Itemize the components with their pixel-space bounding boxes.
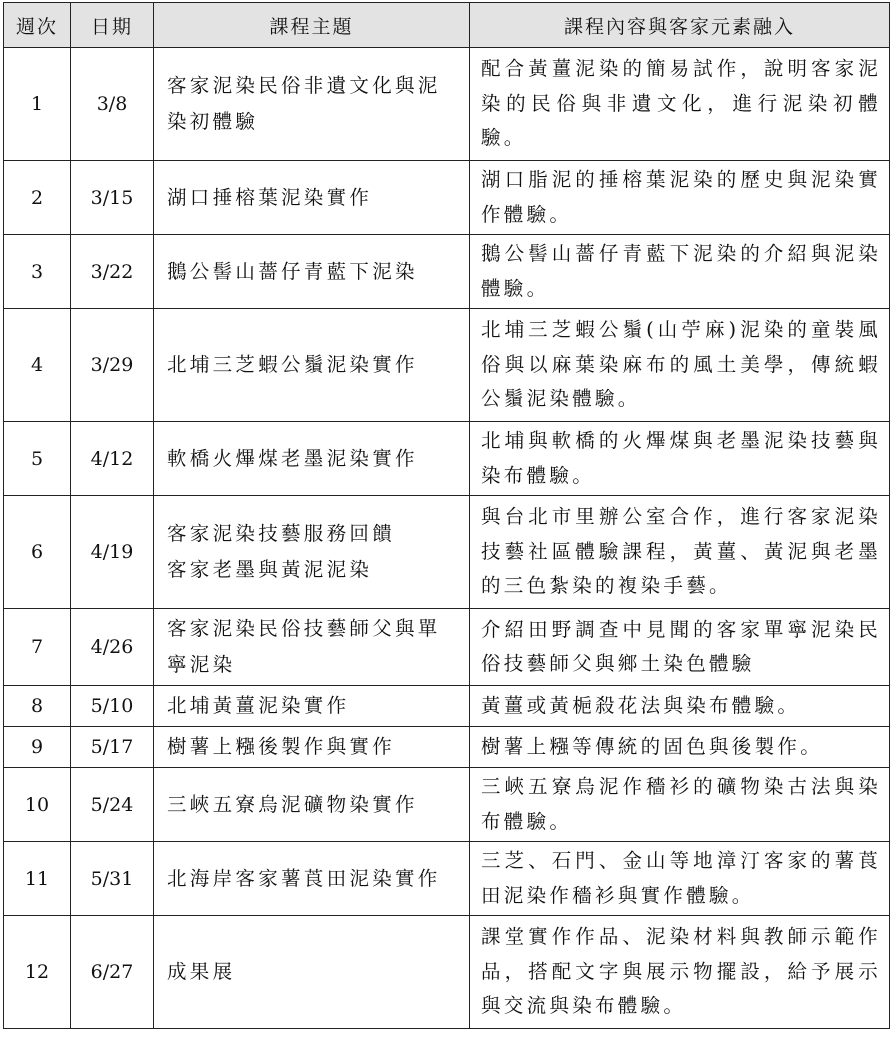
table-row [4, 842, 890, 916]
content-cell: 湖口脂泥的捶榕葉泥染的歷史與泥染實作體驗。 [470, 161, 890, 235]
content-cell: 課堂實作作品、泥染材料與教師示範作品，搭配文字與展示物擺設，給予展示與交流與染布體驗。 [470, 916, 890, 1029]
topic-cell: 成果展 [154, 916, 470, 1029]
week-cell: 8 [4, 686, 71, 727]
week-cell: 12 [4, 916, 71, 1029]
table-body [4, 48, 890, 1029]
header-date: 日期 [71, 3, 154, 48]
course-schedule [3, 2, 890, 1029]
table-row [4, 161, 890, 235]
date-cell: 6/27 [71, 916, 154, 1029]
content-cell: 樹薯上糨等傳統的固色與後製作。 [470, 727, 890, 768]
date-cell: 5/31 [71, 842, 154, 916]
week-cell: 11 [4, 842, 71, 916]
date-cell: 4/26 [71, 609, 154, 686]
date-cell: 3/15 [71, 161, 154, 235]
table-row [4, 916, 890, 1029]
table-row [4, 609, 890, 686]
content-cell: 介紹田野調查中見聞的客家單寧泥染民俗技藝師父與鄉土染色體驗 [470, 609, 890, 686]
content-cell: 北埔與軟橋的火熚煤與老墨泥染技藝與染布體驗。 [470, 422, 890, 496]
date-cell: 5/10 [71, 686, 154, 727]
date-cell: 3/22 [71, 235, 154, 309]
table-row [4, 309, 890, 422]
date-cell: 3/29 [71, 309, 154, 422]
week-cell: 9 [4, 727, 71, 768]
content-cell: 三芝、石門、金山等地漳汀客家的薯莨田泥染作穡衫與實作體驗。 [470, 842, 890, 916]
table-row [4, 686, 890, 727]
header-topic: 課程主題 [154, 3, 470, 48]
content-cell: 與台北市里辦公室合作，進行客家泥染技藝社區體驗課程，黃薑、黃泥與老墨的三色紮染的複染手藝。 [470, 496, 890, 609]
week-cell: 10 [4, 768, 71, 842]
topic-cell: 客家泥染技藝服務回饋 客家老墨與黃泥泥染 [154, 496, 470, 609]
table-row [4, 768, 890, 842]
topic-cell: 北海岸客家薯莨田泥染實作 [154, 842, 470, 916]
header-week: 週次 [4, 3, 71, 48]
topic-cell: 北埔三芝蝦公鬚泥染實作 [154, 309, 470, 422]
table-row [4, 422, 890, 496]
week-cell: 4 [4, 309, 71, 422]
topic-cell: 客家泥染民俗技藝師父與單寧泥染 [154, 609, 470, 686]
content-cell: 配合黃薑泥染的簡易試作，說明客家泥染的民俗與非遺文化，進行泥染初體驗。 [470, 48, 890, 161]
content-cell: 鵝公髻山薔仔青藍下泥染的介紹與泥染體驗。 [470, 235, 890, 309]
week-cell: 6 [4, 496, 71, 609]
table-row [4, 496, 890, 609]
table-row [4, 48, 890, 161]
week-cell: 5 [4, 422, 71, 496]
topic-cell: 北埔黃薑泥染實作 [154, 686, 470, 727]
table-row [4, 235, 890, 309]
date-cell: 4/19 [71, 496, 154, 609]
date-cell: 5/17 [71, 727, 154, 768]
date-cell: 3/8 [71, 48, 154, 161]
table-row [4, 727, 890, 768]
topic-cell: 軟橋火熚煤老墨泥染實作 [154, 422, 470, 496]
topic-cell: 客家泥染民俗非遺文化與泥染初體驗 [154, 48, 470, 161]
table-header [4, 3, 890, 48]
topic-cell: 鵝公髻山薔仔青藍下泥染 [154, 235, 470, 309]
header-content: 課程內容與客家元素融入 [470, 3, 890, 48]
content-cell: 三峽五寮烏泥作穡衫的礦物染古法與染布體驗。 [470, 768, 890, 842]
week-cell: 7 [4, 609, 71, 686]
topic-cell: 三峽五寮烏泥礦物染實作 [154, 768, 470, 842]
week-cell: 2 [4, 161, 71, 235]
date-cell: 4/12 [71, 422, 154, 496]
topic-cell: 湖口捶榕葉泥染實作 [154, 161, 470, 235]
week-cell: 1 [4, 48, 71, 161]
topic-cell: 樹薯上糨後製作與實作 [154, 727, 470, 768]
header-row [4, 3, 890, 48]
date-cell: 5/24 [71, 768, 154, 842]
content-cell: 黃薑或黃梔殺花法與染布體驗。 [470, 686, 890, 727]
week-cell: 3 [4, 235, 71, 309]
content-cell: 北埔三芝蝦公鬚(山苧麻)泥染的童裝風俗與以麻葉染麻布的風土美學，傳統蝦公鬚泥染體驗。 [470, 309, 890, 422]
course-schedule-table [3, 2, 890, 1029]
